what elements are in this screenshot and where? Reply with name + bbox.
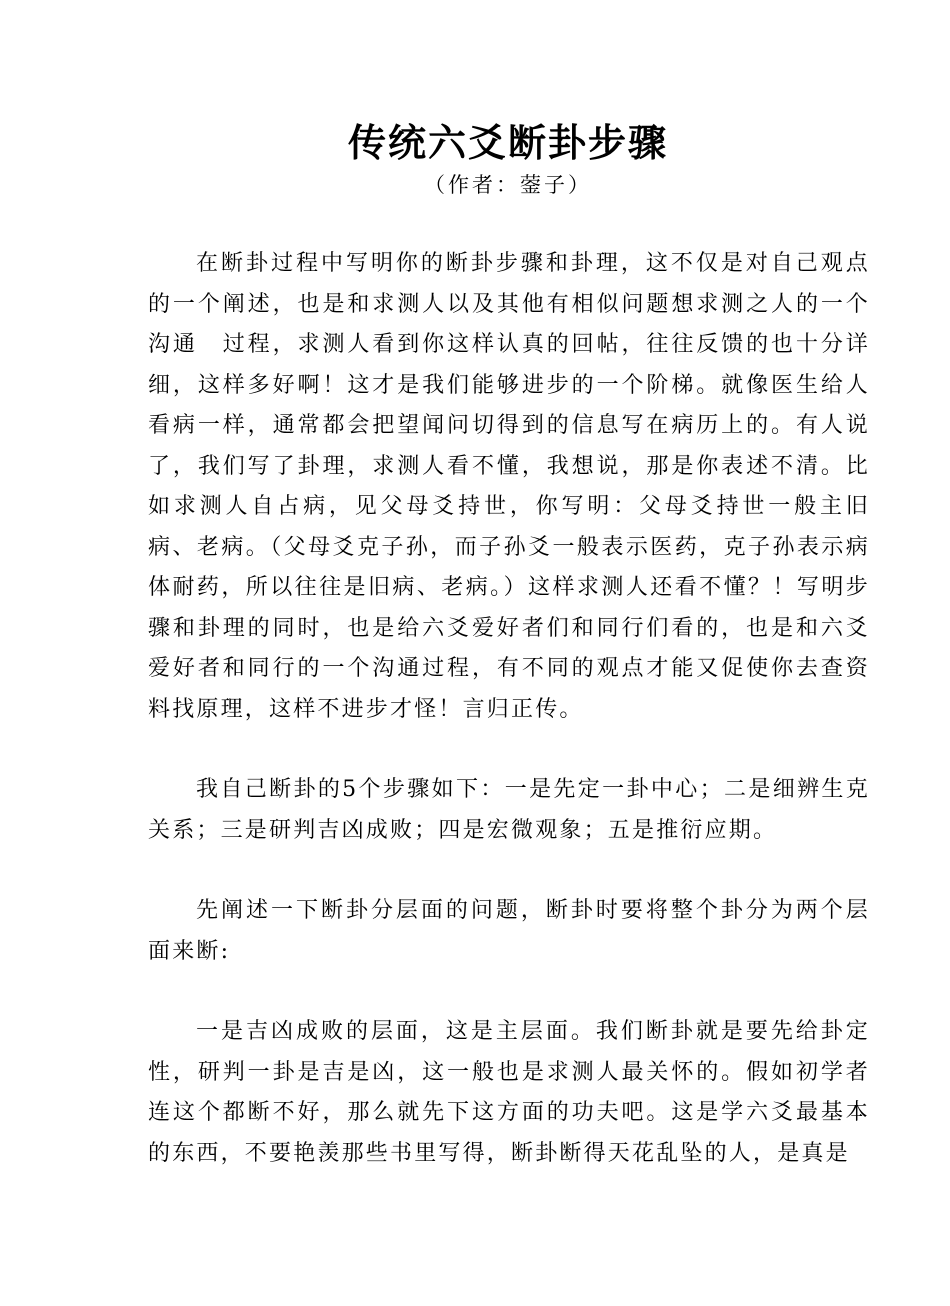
document-body xyxy=(148,244,870,1214)
document-author: （作者：蓥子） xyxy=(424,173,592,197)
paragraph-first-layer: 一是吉凶成败的层面，这是主层面。我们断卦就是要先给卦定性，研判一卦是吉是凶，这一般也是求测人最关怀的。假如初学者连这个都断不好，那么就先下这方面的功夫吧。这是学六爻最基本的东西，不要艳羡那些书里写得，断卦断得天花乱坠的人，是真是 xyxy=(148,1019,870,1166)
paragraph-layers: 先阐述一下断卦分层面的问题，断卦时要将整个卦分为两个层面来断: xyxy=(148,898,870,964)
paragraph-intro: 在断卦过程中写明你的断卦步骤和卦理，这不仅是对自己观点的一个阐述，也是和求测人以及其他有相似问题想求测之人的一个沟通 过程，求测人看到你这样认真的回帖，往往反馈的也十分详细，这样多好啊！这才是我们能够进步的一个阶梯。就像医生给人看病一样，通常都会把望闻问切得到的信息写在病历上的。有人说了，我们写了卦理，求测人看不懂，我想说，那是你表述不清。比如求测人自占病，见父母爻持世，你写明：父母爻持世一般主旧病、老病。（父母爻克子孙，而子孙爻一般表示医药，克子孙表示病体耐药，所以往往是旧病、老病。）这样求测人还看不懂？！写明步骤和卦理的同时，也是给六爻爱好者们和同行们看的，也是和六爻爱好者和同行的一个沟通过程，有不同的观点才能又促使你去查资料找原理，这样不进步才怪！言归正传。 xyxy=(148,251,870,722)
paragraph-steps: 我自己断卦的5个步骤如下：一是先定一卦中心；二是细辨生克关系；三是研判吉凶成败；四是宏微观象；五是推衍应期。 xyxy=(148,777,870,843)
document-title: 传统六爻断卦步骤 xyxy=(347,120,668,165)
